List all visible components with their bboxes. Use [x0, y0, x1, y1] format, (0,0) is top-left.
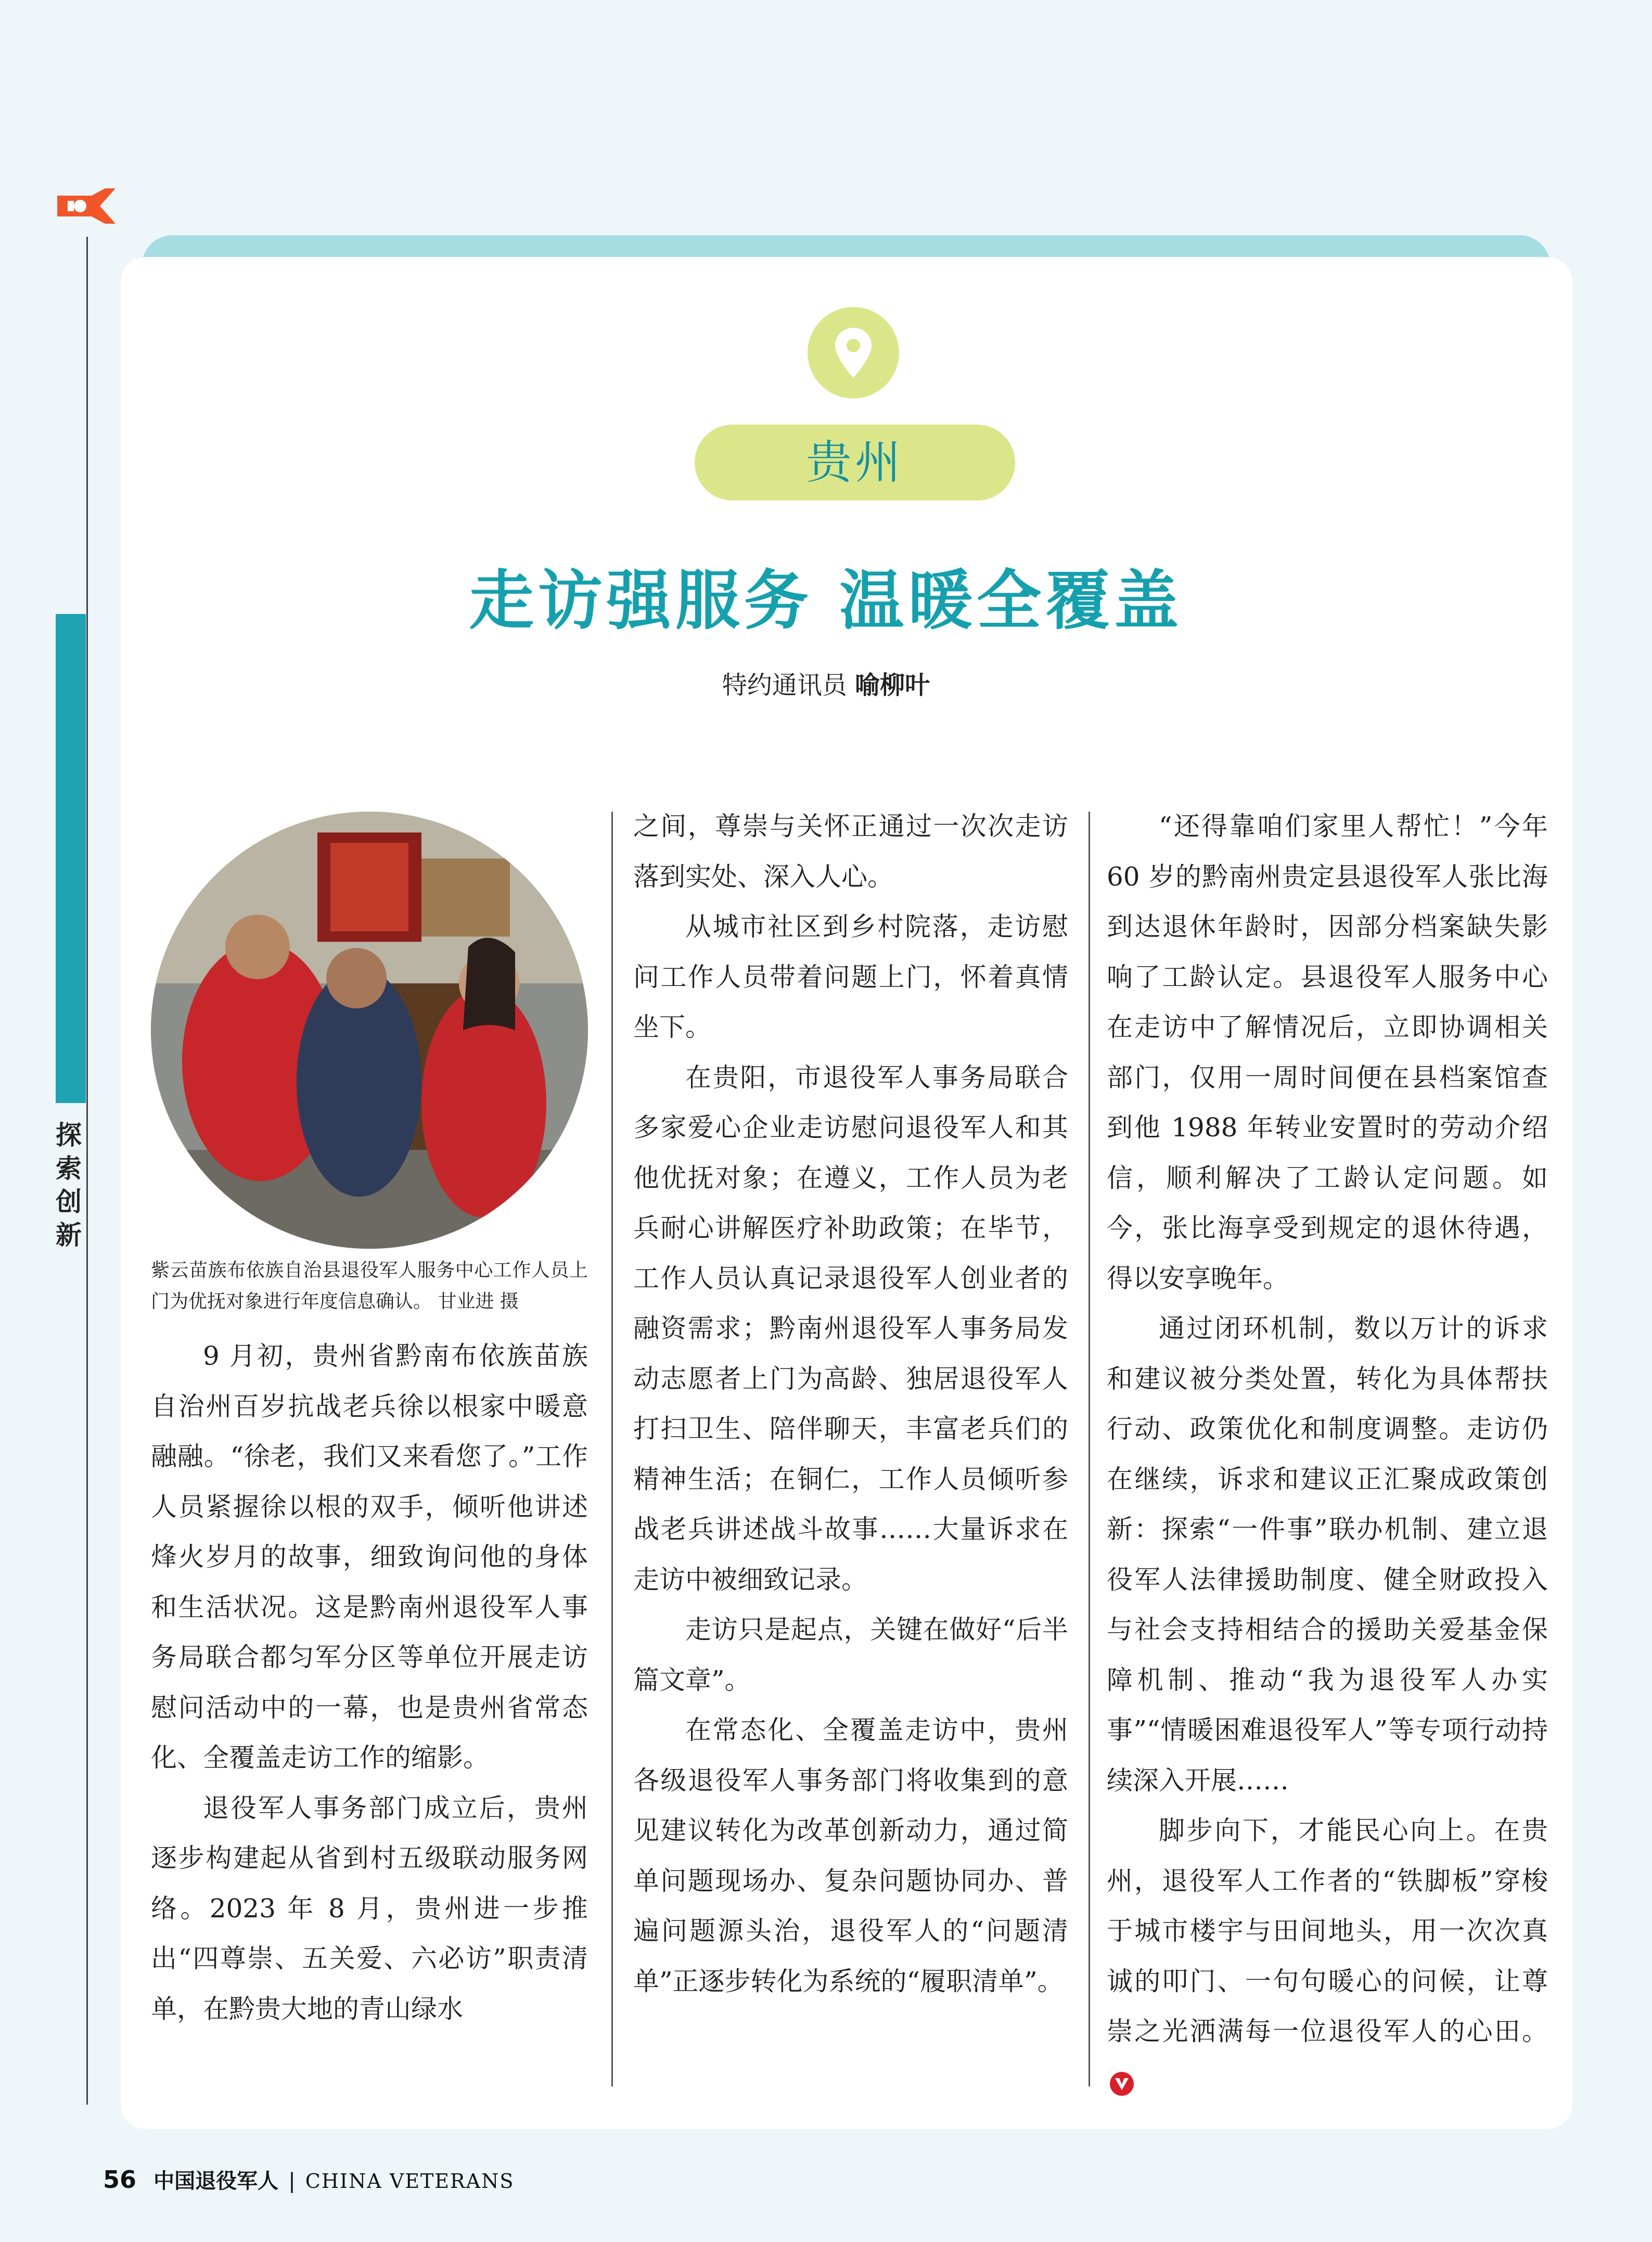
page-number: 56: [103, 2166, 137, 2194]
paragraph: “还得靠咱们家里人帮忙！”今年 60 岁的黔南州贵定县退役军人张比海到达退休年龄时，因部分档案缺失影响了工龄认定。县退役军人服务中心在走访中了解情况后，立即协调相关部门，仅用一周时间便在县档案馆查到他 1988 年转业安置时的劳动介绍信，顺利解决了工龄认定问题。如今，张比海享受到规定的退休待遇，得以安享晚年。: [1107, 811, 1548, 1293]
paragraph-continued: 之间，尊崇与关怀正通过一次次走访落到实处、深入人心。: [633, 811, 1068, 892]
column-divider: [611, 812, 613, 2086]
paragraph: 通过闭环机制，数以万计的诉求和建议被分类处置，转化为具体帮扶行动、政策优化和制度调整。走访仍在继续，诉求和建议正汇聚成政策创新：探索“一件事”联办机制、建立退役军人法律援助制度、健全财政投入与社会支持相结合的援助关爱基金保障机制、推动“我为退役军人办实事”“情暖困难退役军人”等专项行动持续深入开展……: [1107, 1313, 1548, 1796]
paragraph: 在贵阳，市退役军人事务局联合多家爱心企业走访慰问退役军人和其他优抚对象；在遵义，工作人员为老兵耐心讲解医疗补助政策；在毕节，工作人员认真记录退役军人创业者的融资需求；黔南州退役军人事务局发动志愿者上门为高龄、独居退役军人打扫卫生、陪伴聊天，丰富老兵们的精神生活；在铜仁，工作人员倾听参战老兵讲述战斗故事……大量诉求在走访中被细致记录。: [633, 1062, 1068, 1595]
map-pin-badge: [808, 307, 899, 399]
map-pin-icon: [835, 328, 872, 378]
column-divider: [1088, 812, 1090, 2086]
article-byline: [0, 665, 1652, 701]
paragraph: 从城市社区到乡村院落，走访慰问工作人员带着问题上门，怀着真情坐下。: [633, 912, 1068, 1042]
paragraph-final: [1107, 1805, 1548, 2107]
magazine-name-cn: 中国退役军人: [153, 2169, 279, 2193]
section-label-char: 创: [56, 1187, 82, 1217]
region-tag: 贵州: [695, 425, 1015, 501]
paragraph: 走访只是起点，关键在做好“后半篇文章”。: [633, 1615, 1068, 1695]
brand-logo-icon: [57, 188, 116, 224]
body-column-3: [1107, 801, 1548, 2107]
page-footer: [103, 2164, 514, 2194]
body-column-1: [151, 1331, 588, 2034]
paragraph: 9 月初，贵州省黔南布依族苗族自治州百岁抗战老兵徐以根家中暖意融融。“徐老，我们又来看您了。”工作人员紧握徐以根的双手，倾听他讲述烽火岁月的故事，细致询问他的身体和生活状况。这是黔南州退役军人事务局联合都匀军分区等单位开展走访慰问活动中的一幕，也是贵州省常态化、全覆盖走访工作的缩影。: [151, 1341, 588, 1773]
article-photo: [151, 812, 588, 1249]
section-label-char: 新: [56, 1220, 82, 1250]
left-margin-rule: [86, 237, 88, 2105]
magazine-name-en: CHINA VETERANS: [305, 2170, 515, 2193]
section-label-char: 探: [56, 1120, 82, 1150]
paragraph: 退役军人事务部门成立后，贵州逐步构建起从省到村五级联动服务网络。2023 年 8 月，贵州进一步推出“四尊崇、五关爱、六必访”职责清单，在黔贵大地的青山绿水: [151, 1792, 588, 2024]
body-column-2: [633, 801, 1068, 2006]
paragraph-text: 脚步向下，才能民心向上。在贵州，退役军人工作者的“铁脚板”穿梭于城市楼宇与田间地头，用一次次真诚的叩门、一句句暖心的问候，让尊崇之光洒满每一位退役军人的心田。: [1107, 1815, 1548, 2046]
photo-caption: 紫云苗族布依族自治县退役军人服务中心工作人员上门为优抚对象进行年度信息确认。 甘业进 摄: [151, 1260, 588, 1312]
end-mark-icon: [1110, 2072, 1134, 2096]
byline-name: 喻柳叶: [855, 671, 930, 700]
footer-separator: |: [288, 2169, 296, 2193]
byline-role: 特约通讯员: [722, 671, 847, 700]
section-label: [53, 1119, 84, 1252]
section-label-char: 索: [56, 1154, 82, 1184]
article-title: 走访强服务 温暖全覆盖: [469, 563, 1183, 638]
paragraph: 在常态化、全覆盖走访中，贵州各级退役军人事务部门将收集到的意见建议转化为改革创新动力，通过简单问题现场办、复杂问题协同办、普遍问题源头治，退役军人的“问题清单”正逐步转化为系统的“履职清单”。: [633, 1715, 1068, 1996]
